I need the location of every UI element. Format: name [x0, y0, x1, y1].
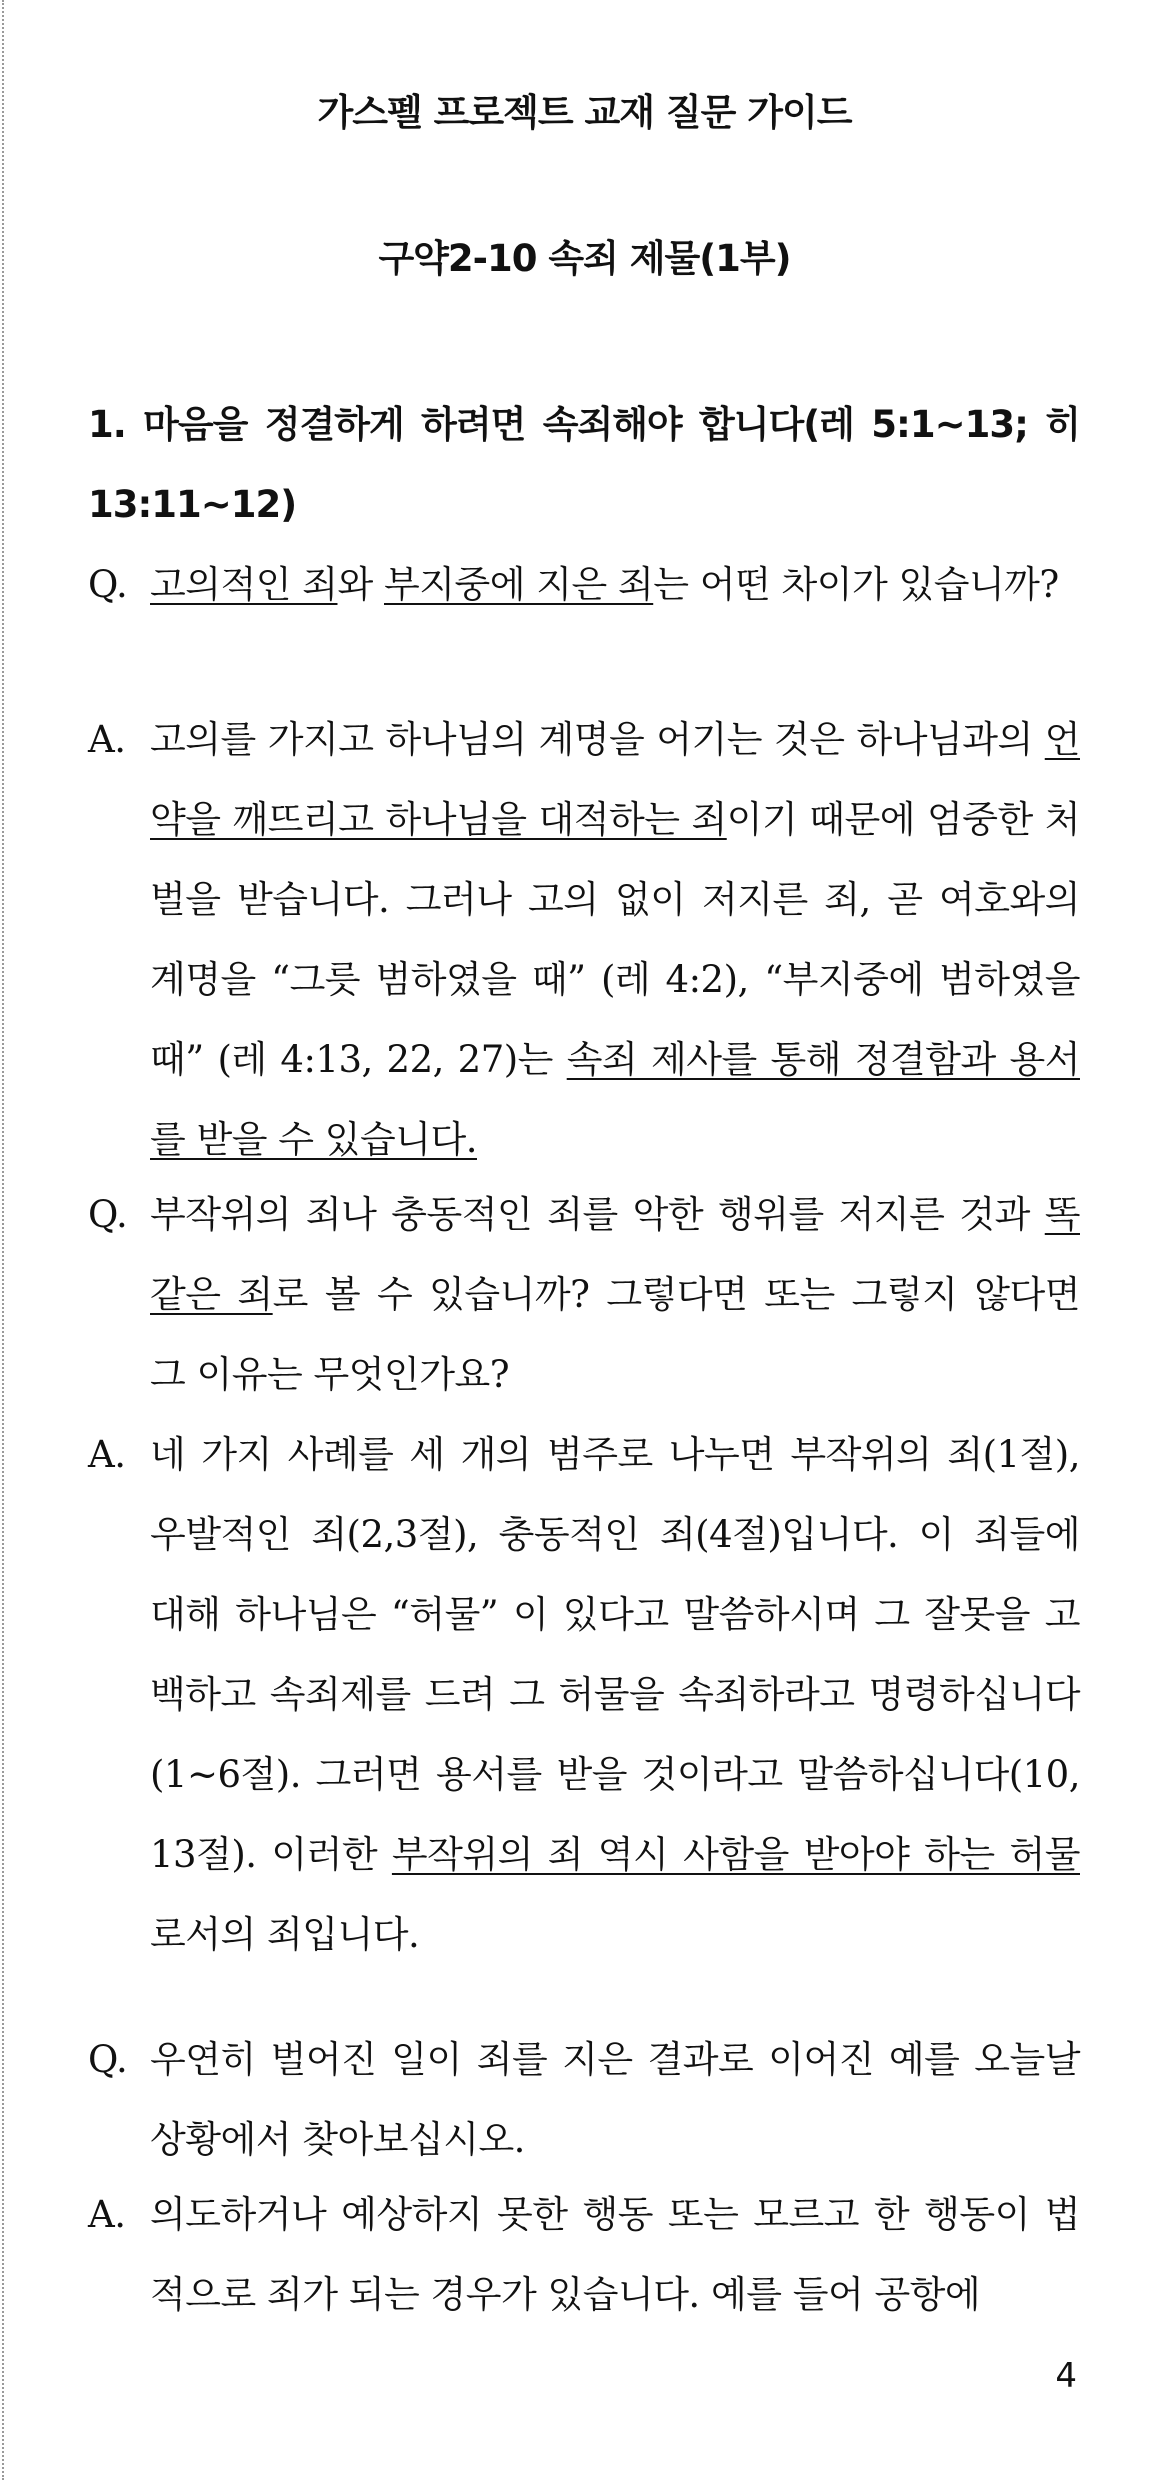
page-number: 4: [1055, 2356, 1077, 2396]
text-run: 는 어떤 차이가 있습니까?: [653, 563, 1059, 606]
answer-text: [150, 2175, 1080, 2335]
text-run: 네 가지 사례를 세 개의 범주로 나누면 부작위의 죄(1절), 우발적인 죄(2,3절), 충동적인 죄(4절)입니다. 이 죄들에 대해 하나님은 “허물” 이 있다고 말씀하시며 그 잘못을 고백하고 속죄제를 드려 그 허물을 속죄하라고 명령하십니다(1~6절). 그러면 용서를 받을 것이라고 말씀하십니다(10, 13절). 이러한: [150, 1433, 1080, 1876]
answer-1: [88, 700, 1080, 1180]
answer-marker: A.: [88, 1433, 126, 1476]
answer-2: [88, 1415, 1080, 1975]
section-heading: 1. 마음을 정결하게 하려면 속죄해야 합니다(레 5:1~13; 히 13:11~12): [88, 403, 1080, 526]
lesson-title: 구약2-10 속죄 제물(1부): [378, 237, 791, 280]
question-text: [150, 2020, 1080, 2180]
text-run: 로서의 죄입니다.: [150, 1913, 420, 1956]
underlined-phrase: 부지중에 지은 죄: [384, 563, 654, 606]
question-marker: Q.: [88, 1193, 128, 1236]
answer-3: [88, 2175, 1080, 2335]
answer-text: [150, 1415, 1080, 1975]
underlined-phrase: 부작위의 죄 역시 사함을 받아야 하는 허물: [391, 1833, 1080, 1876]
text-run: 이기 때문에 엄중한 처벌을 받습니다. 그러나 고의 없이 저지른 죄, 곧 여호와의 계명을 “그릇 범하였을 때” (레 4:2), “부지중에 범하였을때” (레 4:13, 22, 27)는: [150, 798, 1080, 1081]
text-run: 로 볼 수 있습니까? 그렇다면 또는 그렇지 않다면 그 이유는 무엇인가요?: [150, 1273, 1080, 1396]
text-run: 고의를 가지고 하나님의 계명을 어기는 것은 하나님과의: [150, 718, 1045, 761]
underlined-phrase: 고의적인 죄: [150, 563, 338, 606]
question-text: [150, 545, 1080, 625]
text-run: 와: [337, 563, 384, 606]
question-text: [150, 1175, 1080, 1415]
underlined-phrase: 속죄 제사를 통해 정결함과 용서를 받을 수 있습니다.: [150, 1038, 1080, 1161]
document-title: 가스펠 프로젝트 교재 질문 가이드: [317, 91, 852, 134]
underlined-phrase: 언약을 깨뜨리고 하나님을 대적하는 죄: [150, 718, 1080, 841]
question-marker: Q.: [88, 563, 128, 606]
question-2: [88, 1175, 1080, 1415]
answer-marker: A.: [88, 2193, 126, 2236]
question-3: [88, 2020, 1080, 2180]
text-run: 부작위의 죄나 충동적인 죄를 악한 행위를 저지른 것과: [150, 1193, 1045, 1236]
question-1: [88, 545, 1080, 625]
text-run: 의도하거나 예상하지 못한 행동 또는 모르고 한 행동이 법적으로 죄가 되는 경우가 있습니다. 예를 들어 공항에: [150, 2193, 1080, 2316]
answer-marker: A.: [88, 718, 126, 761]
text-run: 우연히 벌어진 일이 죄를 지은 결과로 이어진 예를 오늘날 상황에서 찾아보십시오.: [150, 2038, 1080, 2161]
question-marker: Q.: [88, 2038, 128, 2081]
underlined-phrase: 똑같은 죄: [150, 1193, 1080, 1316]
answer-text: [150, 700, 1080, 1180]
